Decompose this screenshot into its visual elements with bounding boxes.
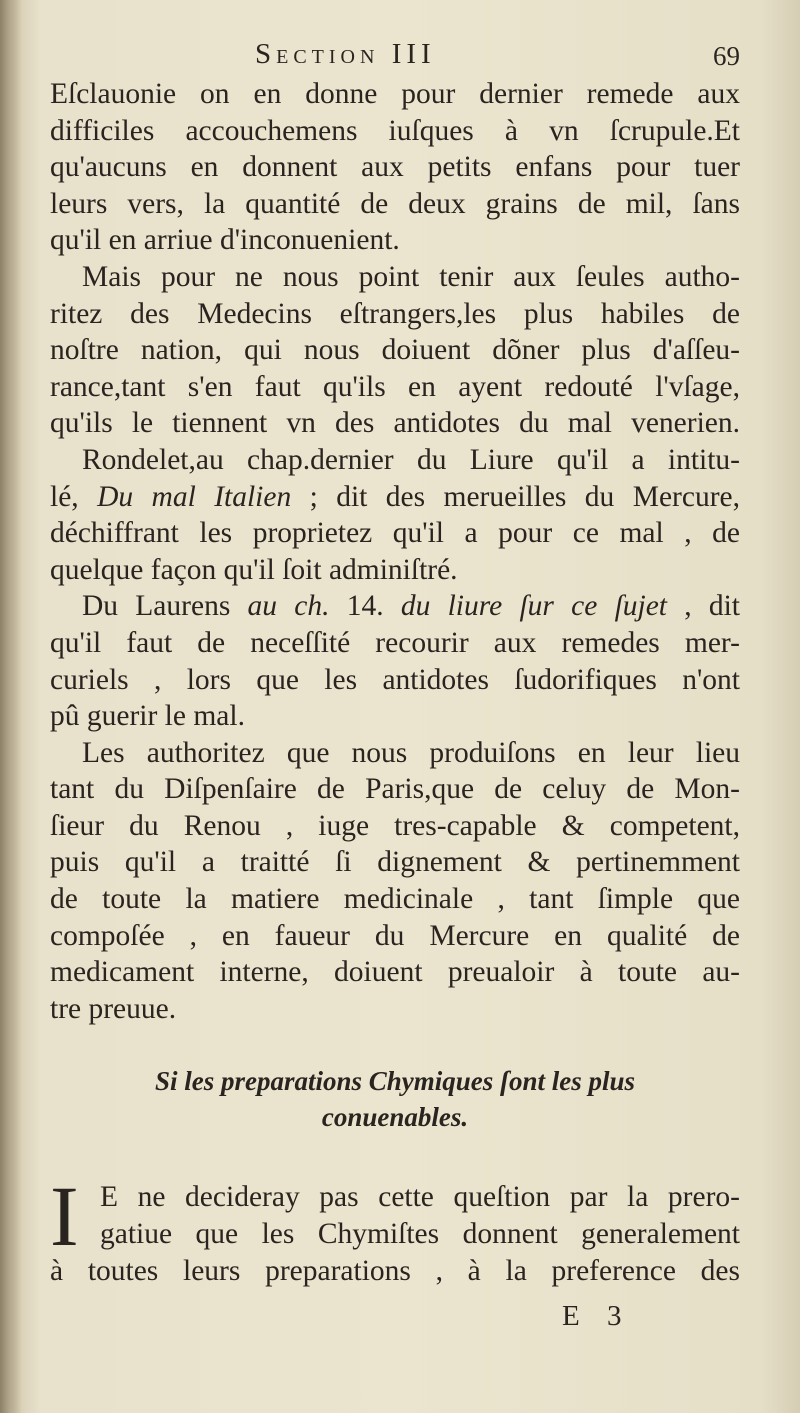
paragraph-4 xyxy=(50,588,740,734)
text-line: tant du Diſpenſaire de Paris,que de celuy de Mon- xyxy=(50,773,740,806)
text-run: lé, xyxy=(50,480,98,513)
text-line: déchiffrant les proprietez qu'il a pour ce mal , de xyxy=(50,517,740,550)
book-title: Du mal Italien xyxy=(97,480,292,513)
text-line: qu'il en arriue d'inconuenient. xyxy=(50,224,400,257)
text-line: E ne decideray pas cette queſtion par la prero- xyxy=(100,1181,740,1214)
text-line: medicament interne, doiuent preualoir à toute au- xyxy=(50,956,740,989)
page-number: 69 xyxy=(713,41,740,71)
text-line xyxy=(50,479,740,516)
text-line: rance,tant s'en faut qu'ils en ayent redouté l'vſage, xyxy=(50,370,740,403)
citation-italic: du liure ſur ce ſujet xyxy=(400,590,667,623)
text-line: Les authoritez que nous produiſons en leur lieu xyxy=(82,736,740,769)
text-run: 14. xyxy=(329,590,401,623)
text-line: Rondelet,au chap.dernier du Liure qu'il a intitu- xyxy=(82,443,740,476)
text-line: Mais pour ne nous point tenir aux ſeules autho- xyxy=(82,260,740,293)
paragraph-5 xyxy=(50,735,740,1028)
text-line: tre preuue. xyxy=(50,992,177,1025)
text-line xyxy=(50,588,740,625)
paragraph-2 xyxy=(50,259,740,442)
running-head xyxy=(50,36,740,76)
text-line: qu'il faut de neceſſité recourir aux remedes mer- xyxy=(50,626,740,659)
text-line: difficiles accouchemens iuſques à vn ſcrupule.Et xyxy=(50,114,740,147)
text-line: à toutes leurs preparations , à la preference des xyxy=(50,1254,740,1287)
text-run: ; dit des merueilles du Mercure, xyxy=(291,480,740,513)
text-line: puis qu'il a traitté ſi dignement & pertinemment xyxy=(50,846,740,879)
text-line: Eſclauonie on en donne pour dernier remede aux xyxy=(50,78,740,110)
paragraph-6 xyxy=(50,1168,740,1289)
text-line: curiels , lors que les antidotes ſudorifiques n'ont xyxy=(50,663,740,696)
text-line: ritez des Medecins eſtrangers,les plus habiles de xyxy=(50,297,740,330)
text-line: leurs vers, la quantité de deux grains de mil, ſans xyxy=(50,187,740,220)
text-line: quelque façon qu'il ſoit adminiſtré. xyxy=(50,553,458,586)
citation-italic: au ch. xyxy=(247,590,330,623)
text-run: Du Laurens xyxy=(82,590,248,623)
section-heading xyxy=(50,1063,740,1135)
text-run: , dit xyxy=(667,590,740,623)
page-gutter-shadow xyxy=(0,0,22,1413)
paragraph-3 xyxy=(50,442,740,588)
text-line: noſtre nation, qui nous doiuent dõner plus d'aſſeu- xyxy=(50,334,740,367)
text-line: pû guerir le mal. xyxy=(50,700,245,733)
text-line: de toute la matiere medicinale , tant ſimple que xyxy=(50,883,740,916)
text-line: ſieur du Renou , iuge tres-capable & competent, xyxy=(50,809,740,842)
text-block xyxy=(50,36,740,1289)
heading-line: conuenables. xyxy=(321,1102,469,1133)
signature-mark: E 3 xyxy=(562,1300,632,1332)
text-line: qu'aucuns en donnent aux petits enfans pour tuer xyxy=(50,151,740,184)
section-title: Section III xyxy=(255,38,436,70)
text-line: compoſée , en faueur du Mercure en qualité de xyxy=(50,919,740,952)
text-line: gatiue que les Chymiſtes donnent generalement xyxy=(100,1218,740,1251)
drop-cap: I xyxy=(50,1168,79,1265)
paragraph-1 xyxy=(50,76,740,259)
text-line: qu'ils le tiennent vn des antidotes du mal venerien. xyxy=(50,407,740,440)
heading-line: Si les preparations Chymiques ſont les plus xyxy=(154,1066,636,1097)
